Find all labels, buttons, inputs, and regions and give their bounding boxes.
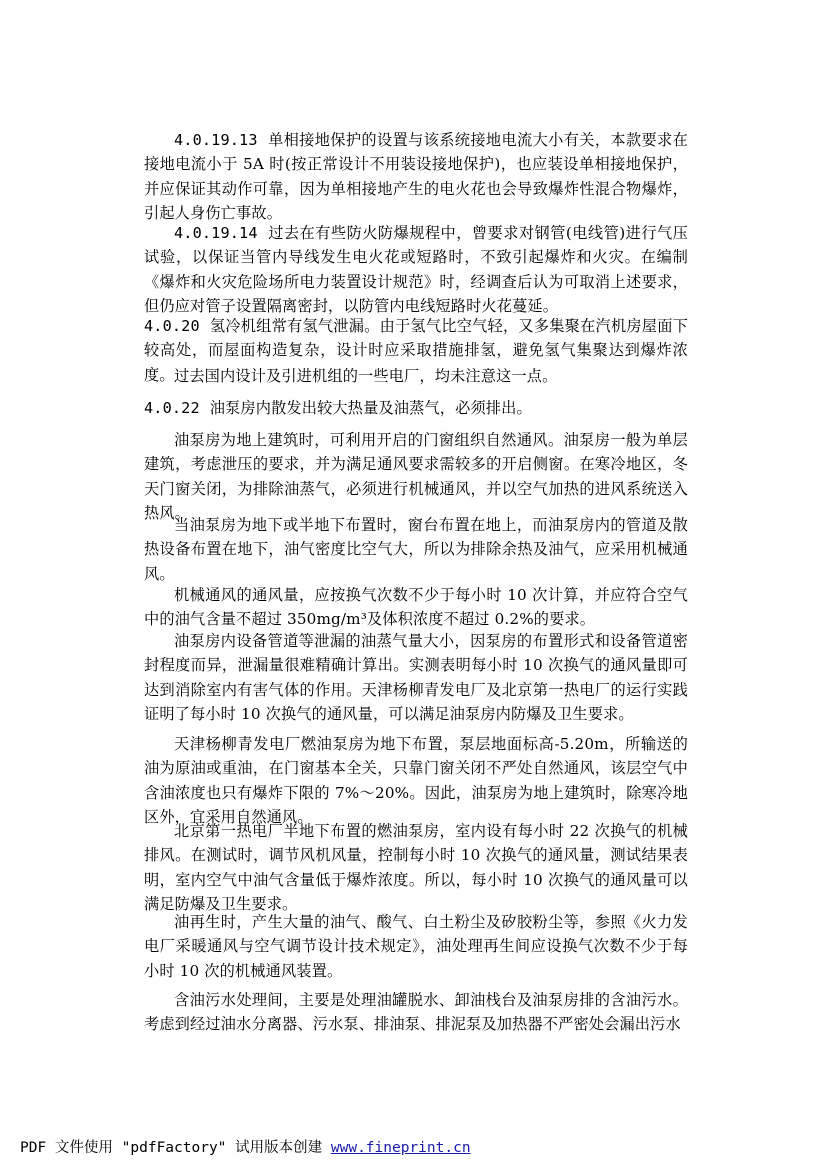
paragraph: 油再生时，产生大量的油气、酸气、白土粉尘及矽胶粉尘等，参照《火力发电厂采暖通风与空气调节设计技术规定》，油处理再生间应设换气次数不少于每小时 10 次的机械通风装置。 <box>144 913 688 980</box>
paragraph: 油泵房为地上建筑时，可利用开启的门窗组织自然通风。油泵房一般为单层建筑，考虑泄压的要求，并为满足通风要求需较多的开启侧窗。在寒冷地区，冬天门窗关闭，为排除油蒸气，必须进行机械通风，并以空气加热的进风系统送入热风。 <box>144 431 688 522</box>
clause-4-0-19-13 <box>144 128 688 225</box>
clause-4-0-19-14 <box>144 221 688 318</box>
clause-number: 4.0.22 <box>144 399 200 417</box>
paragraph: 当油泵房为地下或半地下布置时，窗台布置在地上，而油泵房内的管道及散热设备布置在地下，油气密度比空气大，所以为排除余热及油气，应采用机械通风。 <box>144 516 688 583</box>
paragraph-text: 过去在有些防火防爆规程中，曾要求对钢管(电线管)进行气压试验，以保证当管内导线发生电火花或短路时，不致引起爆炸和火灾。在编制《爆炸和火灾危险场所电力装置设计规范》时，经调查后认为可取消上述要求，但仍应对管子设置隔离密封，以防管内电线短路时火花蔓延。 <box>144 224 688 315</box>
paragraph: 北京第一热电厂半地下布置的燃油泵房，室内设有每小时 22 次换气的机械排风。在测试时，调节风机风量，控制每小时 10 次换气的通风量，测试结果表明，室内空气中油气含量低于爆炸浓度。所以，每小时 10 次换气的通风量可以满足防爆及卫生要求。 <box>144 822 688 913</box>
footer-text: PDF 文件使用 "pdfFactory" 试用版本创建 <box>20 1140 331 1156</box>
paragraph: 过去国内设计及引进机组的一些电厂，均未注意这一点。 <box>174 367 558 385</box>
paragraph-text: 氢冷机组常有氢气泄漏。由于氢气比空气轻，又多集聚在汽机房屋面下较高处，而屋面构造复杂，设计时应采取措施排氢，避免氢气集聚达到爆炸浓度。 <box>144 317 688 384</box>
paragraph: 天津杨柳青发电厂燃油泵房为地下布置，泵层地面标高-5.20m，所输送的油为原油或重油，在门窗基本全关，只靠门窗关闭不严处自然通风，该层空气中含油浓度也只有爆炸下限的 7%～20%。因此，油泵房为地上建筑时，除寒冷地区外，宜采用自然通风。 <box>144 735 688 826</box>
clause-4-0-22 <box>144 396 688 420</box>
paragraph: 机械通风的通风量，应按换气次数不少于每小时 10 次计算，并应符合空气中的油气含量不超过 350mg/m³及体积浓度不超过 0.2%的要求。 <box>144 586 688 629</box>
paragraph-text: 单相接地保护的设置与该系统接地电流大小有关，本款要求在接地电流小于 5A 时(按正常设计不用装设接地保护)，也应装设单相接地保护，并应保证其动作可靠，因为单相接地产生的电火花也会导致爆炸性混合物爆炸，引起人身伤亡事故。 <box>144 131 688 222</box>
paragraph-text: 油泵房内散发出较大热量及油蒸气，必须排出。 <box>209 399 532 417</box>
paragraph: 油泵房内设备管道等泄漏的油蒸气量大小，因泵房的布置形式和设备管道密封程度而异，泄漏量很难精确计算出。实测表明每小时 10 次换气的通风量即可达到消除室内有害气体的作用。天津杨柳青发电厂及北京第一热电厂的运行实践证明了每小时 10 次换气的通风量，可以满足油泵房内防爆及卫生要求。 <box>144 632 688 723</box>
clause-number: 4.0.20 <box>144 317 200 335</box>
clause-number: 4.0.19.13 <box>174 131 258 149</box>
clause-number: 4.0.19.14 <box>174 224 258 242</box>
fineprint-link[interactable]: www.fineprint.cn <box>330 1140 471 1156</box>
pdf-footer <box>20 1136 471 1157</box>
paragraph: 含油污水处理间，主要是处理油罐脱水、卸油栈台及油泵房排的含油污水。考虑到经过油水分离器、污水泵、排油泵、排泥泵及加热器不严密处会漏出污水 <box>144 991 688 1034</box>
